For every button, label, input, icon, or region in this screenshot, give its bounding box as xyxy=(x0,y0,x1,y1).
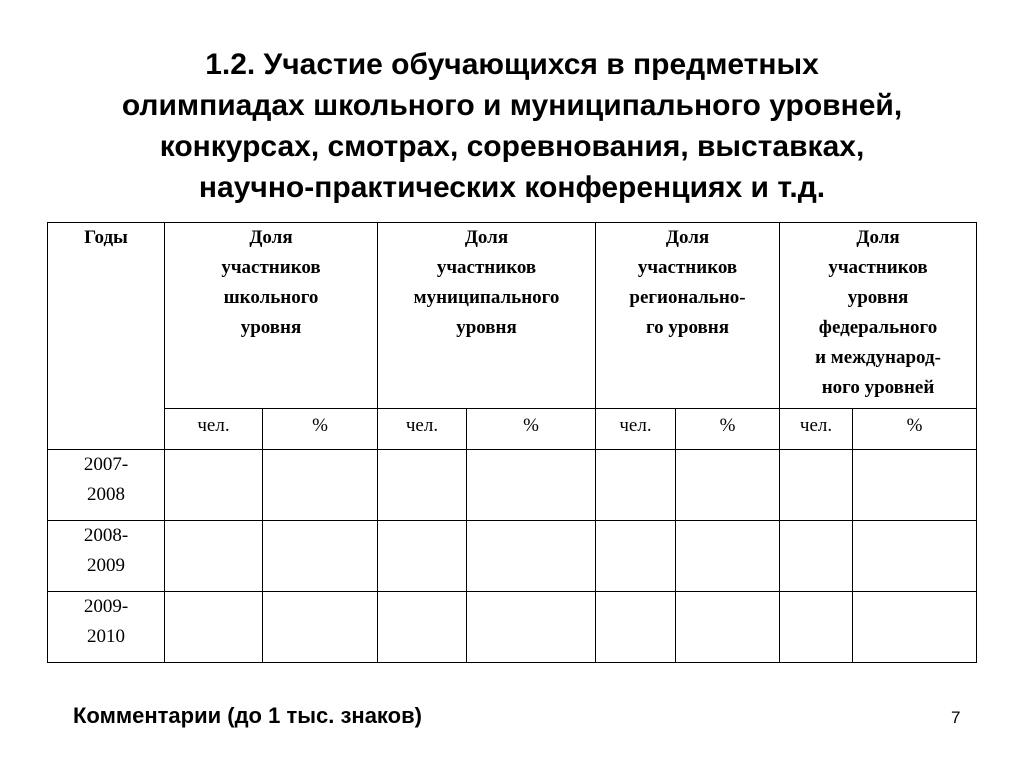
subheader-label: % xyxy=(906,415,923,436)
subheader-percent xyxy=(467,409,596,450)
subheader-percent xyxy=(263,409,378,450)
group-header-regional xyxy=(596,223,780,409)
year-line: 2008- xyxy=(83,525,129,546)
group-header-line: участников xyxy=(221,257,321,278)
group-header-line: Доля xyxy=(856,227,900,248)
group-header-line: участников xyxy=(436,257,537,278)
group-header-line: регионально- xyxy=(629,287,746,308)
header-row xyxy=(48,223,977,409)
data-cell[interactable] xyxy=(676,592,780,663)
page-number: 7 xyxy=(951,708,961,727)
group-header-line: Доля xyxy=(249,227,293,248)
subheader-label: чел. xyxy=(619,415,652,436)
data-cell[interactable] xyxy=(378,521,467,592)
data-cell[interactable] xyxy=(263,592,378,663)
subheader-percent xyxy=(676,409,780,450)
data-cell[interactable] xyxy=(596,521,676,592)
data-cell[interactable] xyxy=(467,521,596,592)
data-cell[interactable] xyxy=(467,592,596,663)
data-cell[interactable] xyxy=(165,592,263,663)
data-cell[interactable] xyxy=(780,450,853,521)
participation-table xyxy=(47,222,977,663)
data-cell[interactable] xyxy=(165,521,263,592)
data-cell[interactable] xyxy=(378,592,467,663)
group-header-municipal xyxy=(378,223,596,409)
title-line: научно-практических конференциях и т.д. xyxy=(198,171,826,204)
years-header: Годы xyxy=(48,223,165,450)
group-header-line: го уровня xyxy=(646,317,729,338)
group-header-line: уровня xyxy=(456,317,517,338)
data-cell[interactable] xyxy=(853,450,977,521)
subheader-people xyxy=(378,409,467,450)
group-header-line: ного уровней xyxy=(821,377,935,398)
data-cell[interactable] xyxy=(263,521,378,592)
comment-label: Комментарии (до 1 тыс. знаков) xyxy=(73,703,422,728)
data-cell[interactable] xyxy=(596,450,676,521)
data-cell[interactable] xyxy=(467,450,596,521)
group-header-line: уровня xyxy=(240,317,302,338)
group-header-line: муниципального xyxy=(413,287,560,308)
group-header-line: и международ- xyxy=(815,347,941,368)
year-line: 2009- xyxy=(83,596,129,617)
slide-title xyxy=(0,44,1024,208)
group-header-line: Доля xyxy=(464,227,509,248)
subheader-label: чел. xyxy=(405,415,439,436)
title-line: 1.2. Участие обучающихся в предметных xyxy=(205,48,819,81)
group-header-line: участников xyxy=(828,257,928,278)
title-line: конкурсах, смотрах, соревнования, выставках, xyxy=(159,130,865,163)
group-header-line: уровня xyxy=(847,287,909,308)
subheader-people xyxy=(780,409,853,450)
data-cell[interactable] xyxy=(596,592,676,663)
subheader-people xyxy=(165,409,263,450)
group-header-line: школьного xyxy=(223,287,319,308)
year-line: 2010 xyxy=(87,626,125,647)
subheader-label: % xyxy=(312,415,328,436)
year-cell xyxy=(48,592,165,663)
data-cell[interactable] xyxy=(853,521,977,592)
table-row xyxy=(48,592,977,663)
group-header-line: Доля xyxy=(665,227,710,248)
subheader-label: % xyxy=(719,415,736,436)
subheader-label: % xyxy=(523,415,539,436)
year-line: 2007- xyxy=(83,454,129,475)
data-cell[interactable] xyxy=(263,450,378,521)
data-cell[interactable] xyxy=(378,450,467,521)
subheader-row xyxy=(48,409,977,450)
data-cell[interactable] xyxy=(676,521,780,592)
year-line: 2009 xyxy=(87,555,125,576)
title-line: олимпиадах школьного и муниципального уровней, xyxy=(121,89,903,122)
table-row xyxy=(48,450,977,521)
subheader-people xyxy=(596,409,676,450)
data-cell[interactable] xyxy=(165,450,263,521)
subheader-label: чел. xyxy=(197,415,230,436)
data-cell[interactable] xyxy=(676,450,780,521)
table-row xyxy=(48,521,977,592)
subheader-percent xyxy=(853,409,977,450)
year-cell xyxy=(48,450,165,521)
data-cell[interactable] xyxy=(780,521,853,592)
group-header-federal xyxy=(780,223,977,409)
year-line: 2008 xyxy=(87,484,125,505)
group-header-school xyxy=(165,223,378,409)
subheader-label: чел. xyxy=(799,415,833,436)
data-cell[interactable] xyxy=(780,592,853,663)
data-cell[interactable] xyxy=(853,592,977,663)
year-cell xyxy=(48,521,165,592)
group-header-line: участников xyxy=(637,257,738,278)
group-header-line: федерального xyxy=(818,317,938,338)
